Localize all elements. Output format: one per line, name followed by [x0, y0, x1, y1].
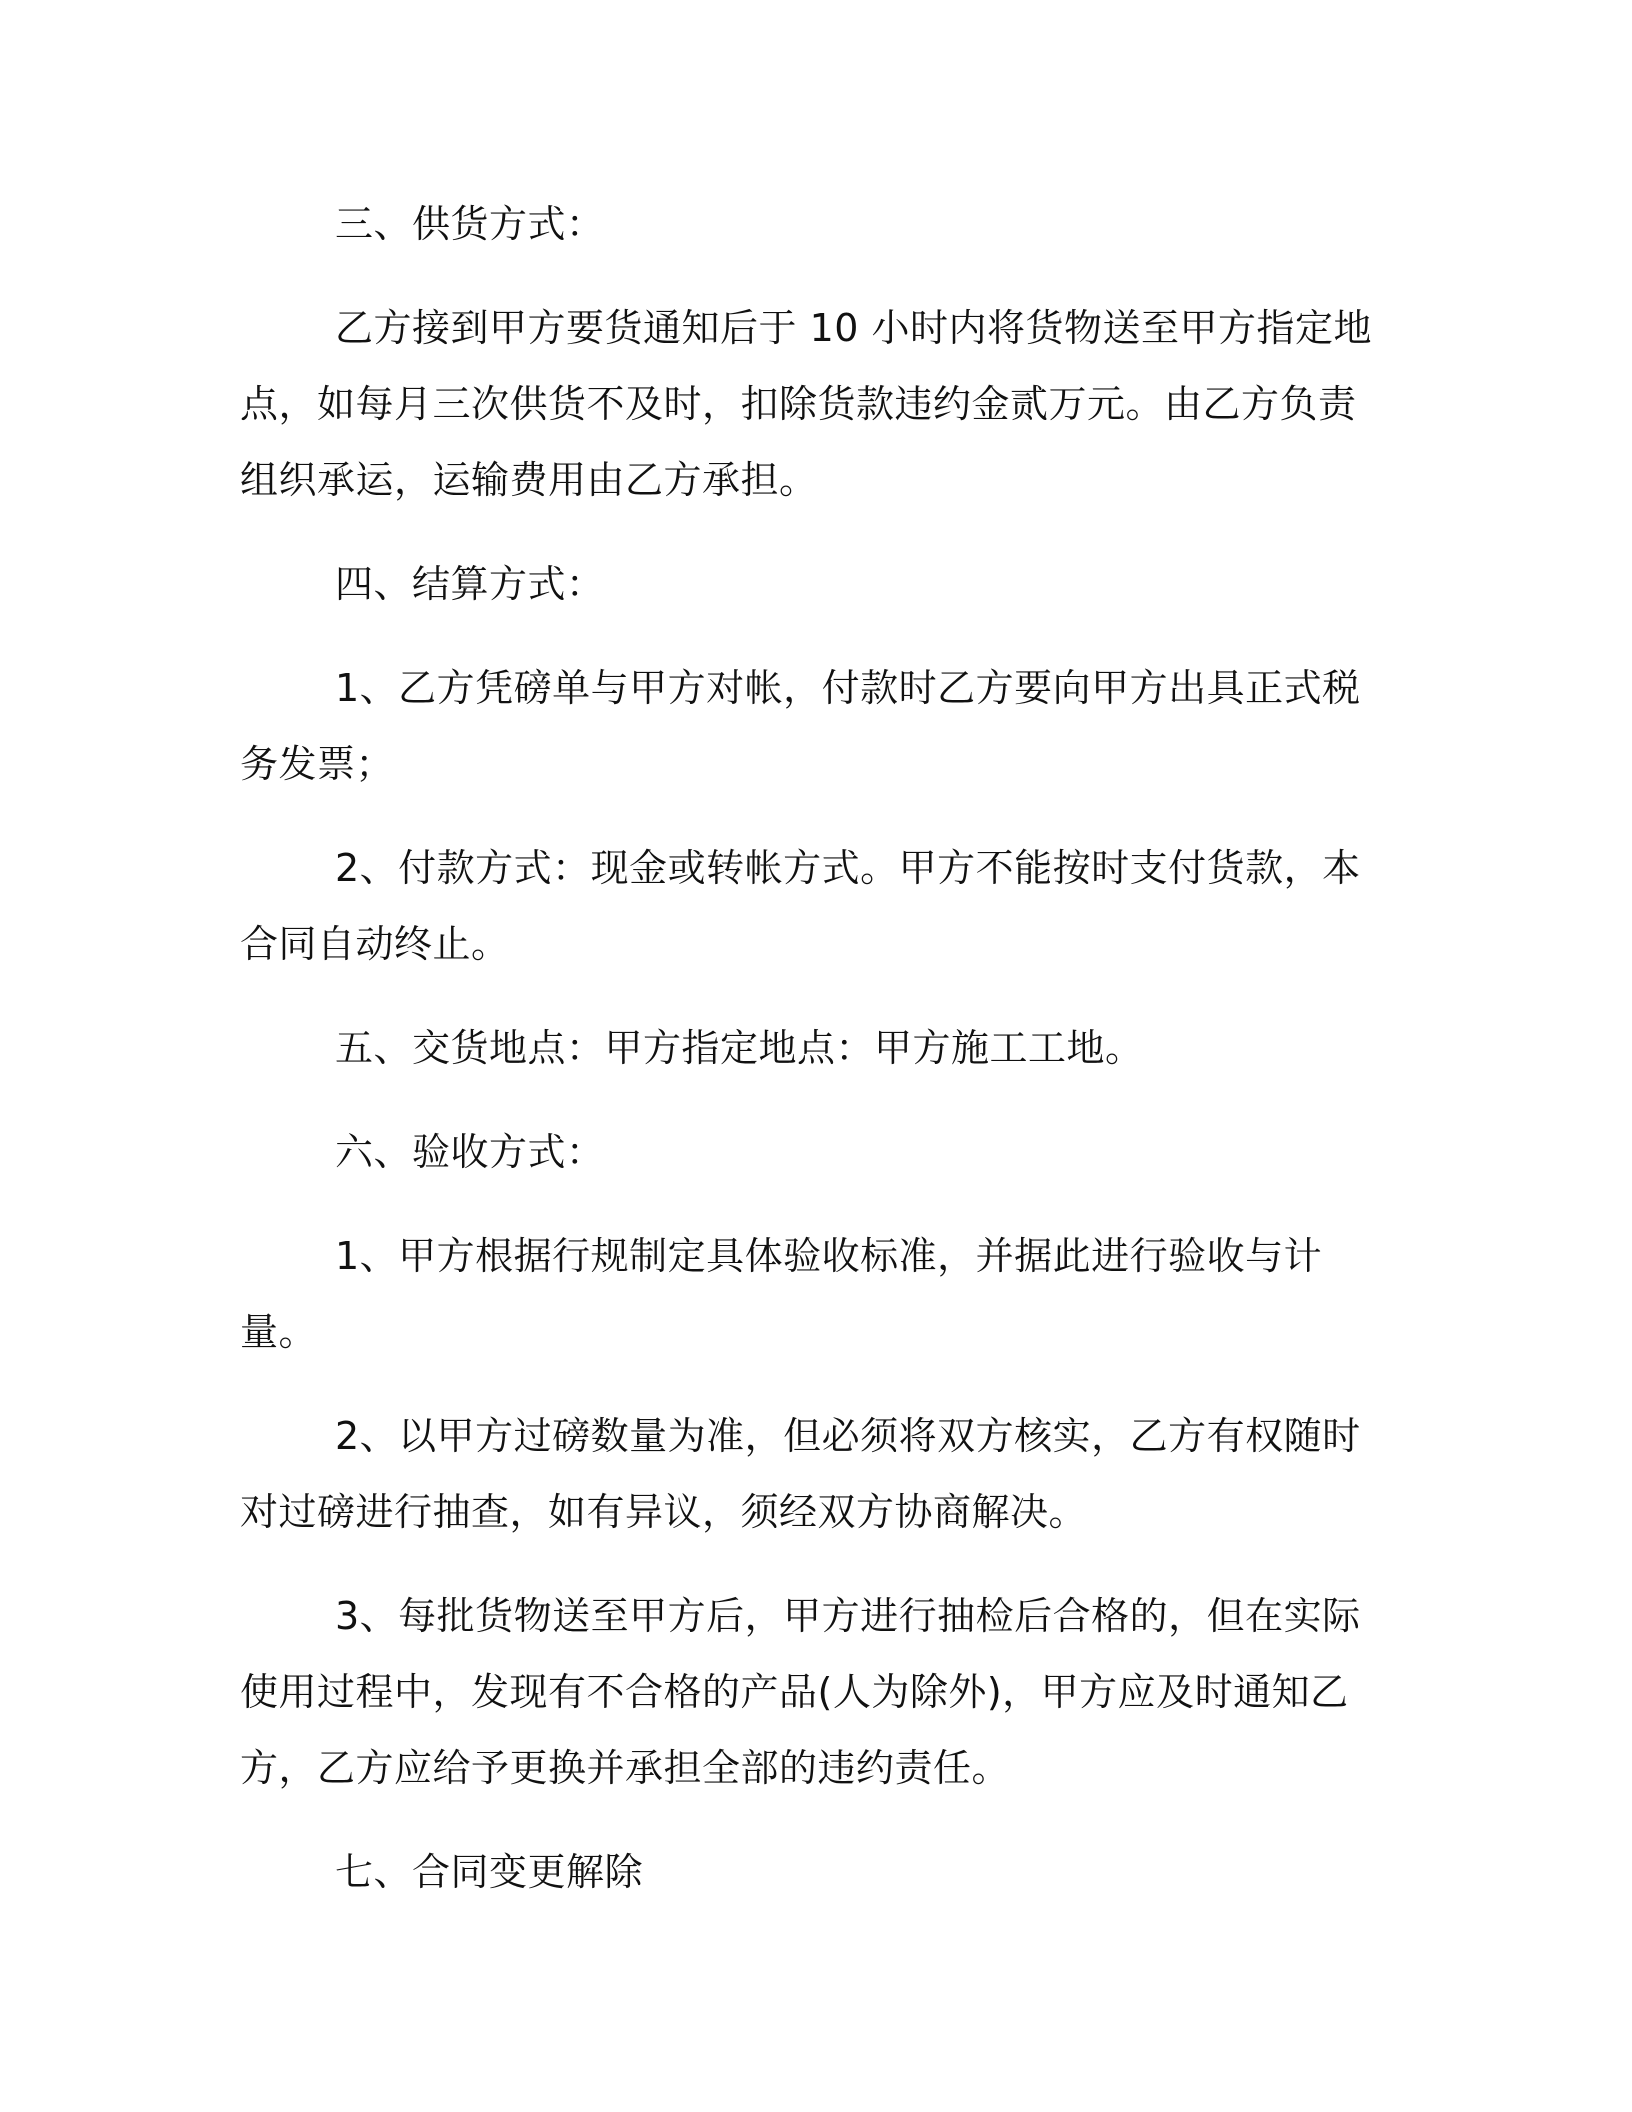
section-heading-acceptance-method: 六、验收方式：: [335, 1130, 605, 1174]
paragraph-acceptance-item-2: 2、以甲方过磅数量为准，但必须将双方核实，乙方有权随时对过磅进行抽查，如有异议，须经双方协商解决。: [240, 1414, 1361, 1534]
section-heading-settlement-method: 四、结算方式：: [335, 562, 605, 606]
section-heading-delivery-location: 五、交货地点：甲方指定地点：甲方施工工地。: [335, 1026, 1144, 1070]
paragraph-settlement-item-1: 1、乙方凭磅单与甲方对帐，付款时乙方要向甲方出具正式税务发票；: [240, 666, 1361, 786]
paragraph-settlement-item-2: 2、付款方式：现金或转帐方式。甲方不能按时支付货款，本合同自动终止。: [240, 846, 1361, 966]
document-body: [240, 186, 1390, 1938]
paragraph-acceptance-item-3: 3、每批货物送至甲方后，甲方进行抽检后合格的，但在实际使用过程中，发现有不合格的产品(人为除外)，甲方应及时通知乙方，乙方应给予更换并承担全部的违约责任。: [240, 1594, 1361, 1790]
paragraph-acceptance-item-1: 1、甲方根据行规制定具体验收标准，并据此进行验收与计量。: [240, 1234, 1323, 1354]
paragraph-supply-terms: 乙方接到甲方要货通知后于 10 小时内将货物送至甲方指定地点，如每月三次供货不及时，扣除货款违约金贰万元。由乙方负责组织承运，运输费用由乙方承担。: [240, 306, 1373, 502]
section-heading-supply-method: 三、供货方式：: [335, 202, 605, 246]
section-heading-contract-change: 七、合同变更解除: [335, 1850, 644, 1894]
